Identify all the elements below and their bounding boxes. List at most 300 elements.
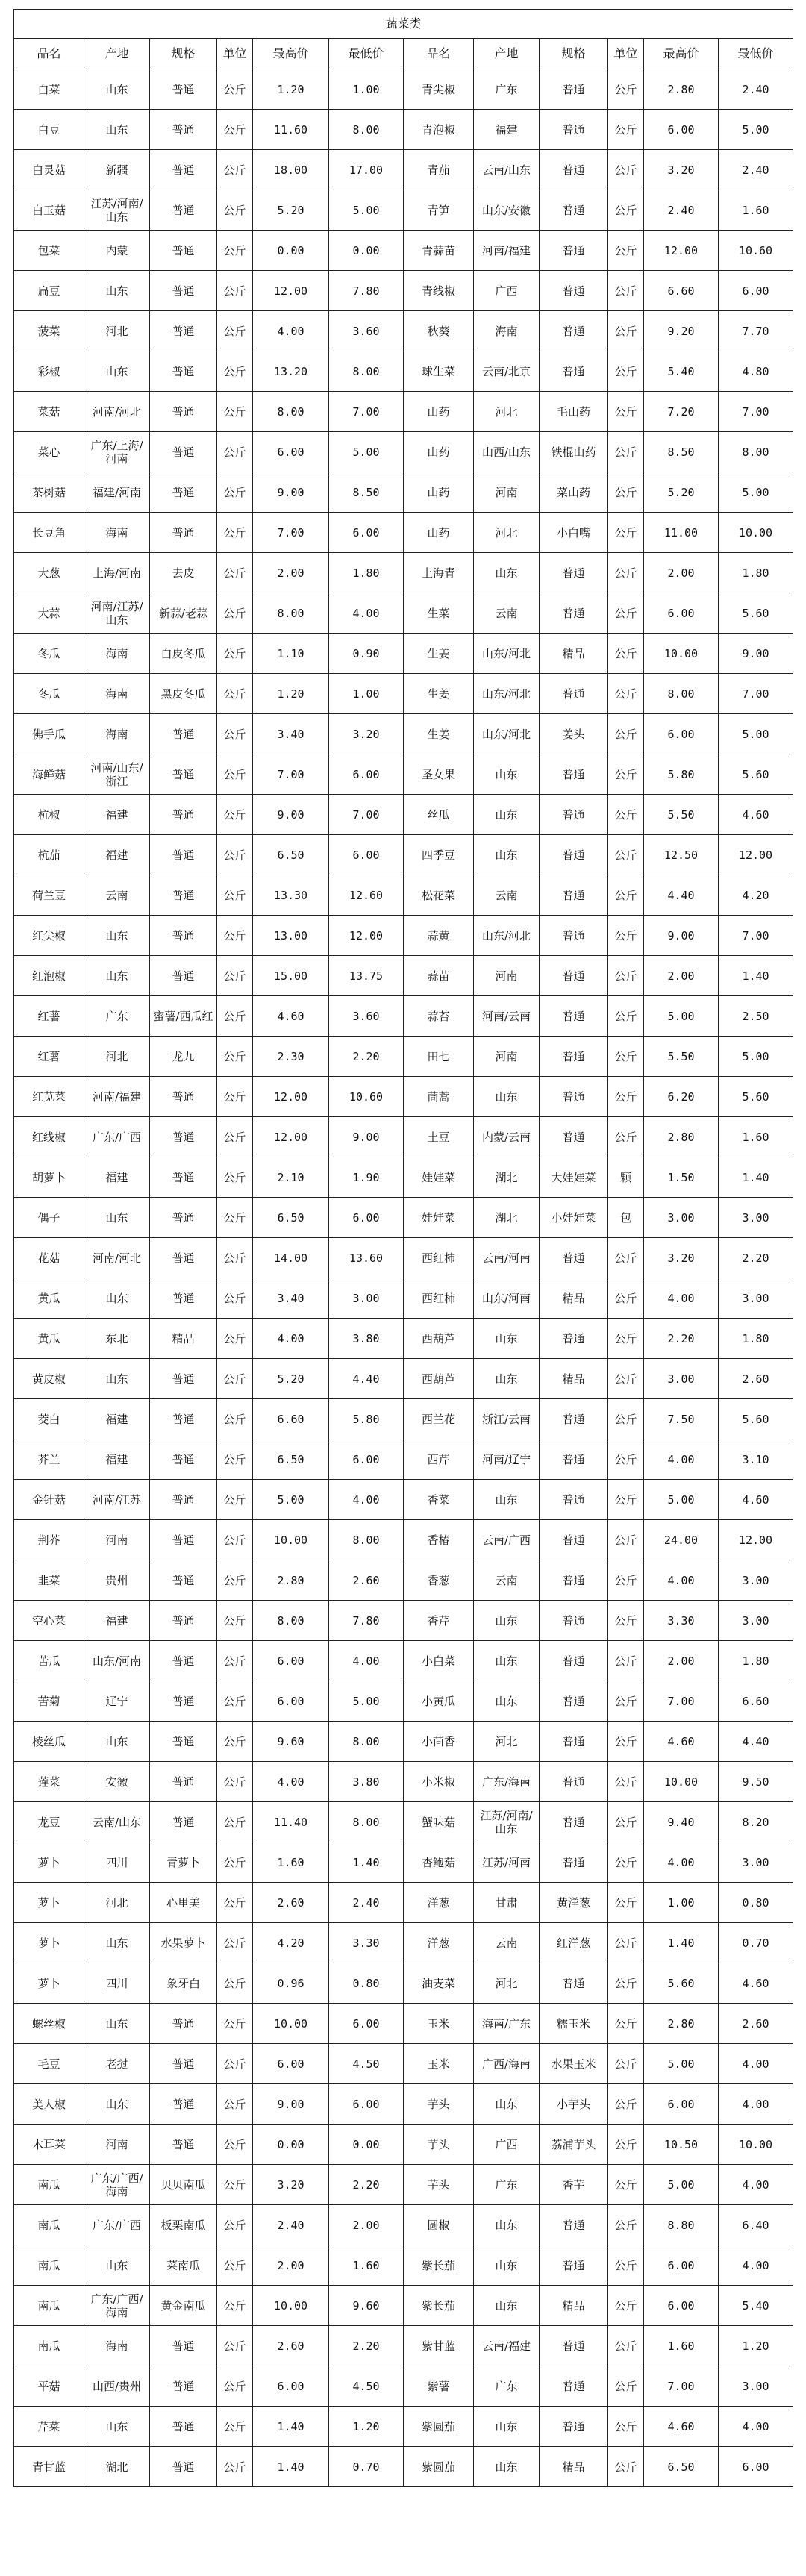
table-row <box>14 1520 793 1560</box>
cell-max-price: 14.00 <box>253 1238 329 1278</box>
cell-spec: 精品 <box>540 1278 608 1319</box>
cell-unit: 公斤 <box>608 1238 644 1278</box>
table-row <box>14 1762 793 1802</box>
cell-unit: 公斤 <box>608 956 644 996</box>
cell-max-price: 6.50 <box>644 2447 719 2487</box>
cell-spec: 普通 <box>540 2326 608 2366</box>
cell-spec: 普通 <box>540 916 608 956</box>
cell-spec: 普通 <box>540 795 608 835</box>
cell-origin: 云南 <box>474 593 540 634</box>
cell-unit: 公斤 <box>217 1601 253 1641</box>
table-row <box>14 795 793 835</box>
cell-name: 菠菜 <box>14 311 84 351</box>
price-table-container <box>13 9 793 2487</box>
cell-name: 上海青 <box>404 553 474 593</box>
cell-unit: 公斤 <box>608 1762 644 1802</box>
cell-origin: 广东 <box>474 2165 540 2205</box>
cell-unit: 公斤 <box>217 1883 253 1923</box>
cell-name: 娃娃菜 <box>404 1198 474 1238</box>
cell-max-price: 5.20 <box>644 472 719 513</box>
table-row <box>14 2044 793 2084</box>
cell-spec: 普通 <box>150 2407 217 2447</box>
cell-origin: 山东/河北 <box>474 916 540 956</box>
cell-origin: 山东 <box>84 69 150 110</box>
cell-spec: 铁棍山药 <box>540 432 608 472</box>
cell-unit: 公斤 <box>608 351 644 392</box>
cell-origin: 云南/山东 <box>84 1802 150 1842</box>
cell-min-price: 1.80 <box>329 553 404 593</box>
cell-max-price: 12.00 <box>253 1117 329 1157</box>
cell-origin: 山东 <box>474 1681 540 1722</box>
cell-unit: 公斤 <box>217 1842 253 1883</box>
cell-name: 杭椒 <box>14 795 84 835</box>
cell-origin: 福建 <box>84 1439 150 1480</box>
cell-unit: 公斤 <box>608 1480 644 1520</box>
cell-name: 南瓜 <box>14 2205 84 2245</box>
cell-unit: 公斤 <box>217 795 253 835</box>
cell-unit: 公斤 <box>608 593 644 634</box>
cell-unit: 公斤 <box>608 1399 644 1439</box>
table-row <box>14 714 793 754</box>
cell-unit: 公斤 <box>217 513 253 553</box>
cell-spec: 普通 <box>150 1117 217 1157</box>
cell-origin: 山东 <box>474 553 540 593</box>
cell-min-price: 1.80 <box>719 1641 793 1681</box>
cell-min-price: 6.00 <box>329 1198 404 1238</box>
cell-origin: 山东 <box>474 1319 540 1359</box>
cell-unit: 公斤 <box>217 311 253 351</box>
cell-max-price: 2.10 <box>253 1157 329 1198</box>
cell-spec: 精品 <box>540 634 608 674</box>
cell-name: 空心菜 <box>14 1601 84 1641</box>
cell-origin: 湖北 <box>474 1198 540 1238</box>
cell-name: 木耳菜 <box>14 2125 84 2165</box>
cell-unit: 公斤 <box>217 1439 253 1480</box>
cell-unit: 公斤 <box>608 110 644 150</box>
cell-unit: 公斤 <box>217 634 253 674</box>
cell-min-price: 2.60 <box>719 2004 793 2044</box>
cell-name: 山药 <box>404 513 474 553</box>
cell-min-price: 0.80 <box>719 1883 793 1923</box>
cell-spec: 普通 <box>540 1520 608 1560</box>
cell-min-price: 3.30 <box>329 1923 404 1963</box>
cell-min-price: 8.00 <box>329 1802 404 1842</box>
cell-spec: 普通 <box>150 1359 217 1399</box>
cell-unit: 公斤 <box>217 1238 253 1278</box>
cell-max-price: 7.00 <box>644 2366 719 2407</box>
cell-name: 黄皮椒 <box>14 1359 84 1399</box>
cell-unit: 公斤 <box>608 1037 644 1077</box>
cell-origin: 广东/海南 <box>474 1762 540 1802</box>
cell-min-price: 2.40 <box>719 69 793 110</box>
cell-origin: 山东 <box>474 1641 540 1681</box>
table-row <box>14 1923 793 1963</box>
cell-max-price: 4.00 <box>253 1319 329 1359</box>
cell-min-price: 7.00 <box>329 795 404 835</box>
cell-max-price: 9.00 <box>644 916 719 956</box>
cell-min-price: 3.00 <box>719 1560 793 1601</box>
cell-name: 山药 <box>404 432 474 472</box>
cell-unit: 公斤 <box>217 1077 253 1117</box>
cell-name: 大葱 <box>14 553 84 593</box>
cell-max-price: 5.20 <box>253 1359 329 1399</box>
cell-min-price: 1.00 <box>329 69 404 110</box>
table-row <box>14 956 793 996</box>
cell-unit: 公斤 <box>217 916 253 956</box>
cell-name: 紫甘蓝 <box>404 2326 474 2366</box>
cell-origin: 山东 <box>84 110 150 150</box>
cell-origin: 福建 <box>474 110 540 150</box>
cell-min-price: 4.00 <box>719 2245 793 2286</box>
cell-unit: 公斤 <box>608 392 644 432</box>
cell-unit: 公斤 <box>217 1762 253 1802</box>
cell-spec: 普通 <box>540 351 608 392</box>
cell-name: 球生菜 <box>404 351 474 392</box>
cell-name: 茭白 <box>14 1399 84 1439</box>
table-row <box>14 2447 793 2487</box>
cell-spec: 象牙白 <box>150 1963 217 2004</box>
cell-spec: 板栗南瓜 <box>150 2205 217 2245</box>
cell-name: 花菇 <box>14 1238 84 1278</box>
cell-spec: 普通 <box>150 351 217 392</box>
table-row <box>14 150 793 190</box>
cell-spec: 水果玉米 <box>540 2044 608 2084</box>
cell-spec: 贝贝南瓜 <box>150 2165 217 2205</box>
cell-max-price: 4.60 <box>644 2407 719 2447</box>
cell-name: 芹菜 <box>14 2407 84 2447</box>
cell-unit: 公斤 <box>217 1157 253 1198</box>
table-row <box>14 1560 793 1601</box>
cell-max-price: 13.30 <box>253 875 329 916</box>
cell-max-price: 5.50 <box>644 1037 719 1077</box>
table-row <box>14 1198 793 1238</box>
cell-spec: 普通 <box>540 1722 608 1762</box>
cell-min-price: 4.60 <box>719 1480 793 1520</box>
cell-unit: 公斤 <box>217 956 253 996</box>
cell-min-price: 9.60 <box>329 2286 404 2326</box>
header-row <box>14 39 793 69</box>
cell-spec: 大娃娃菜 <box>540 1157 608 1198</box>
cell-name: 南瓜 <box>14 2245 84 2286</box>
cell-max-price: 4.00 <box>644 1439 719 1480</box>
cell-name: 偶子 <box>14 1198 84 1238</box>
table-row <box>14 1641 793 1681</box>
cell-max-price: 5.00 <box>253 1480 329 1520</box>
cell-min-price: 10.60 <box>719 231 793 271</box>
table-title: 蔬菜类 <box>14 10 793 39</box>
table-row <box>14 513 793 553</box>
cell-unit: 公斤 <box>217 271 253 311</box>
cell-name: 紫圆茄 <box>404 2407 474 2447</box>
cell-min-price: 12.60 <box>329 875 404 916</box>
cell-max-price: 5.50 <box>644 795 719 835</box>
cell-name: 芋头 <box>404 2125 474 2165</box>
cell-unit: 公斤 <box>217 1319 253 1359</box>
cell-origin: 福建/河南 <box>84 472 150 513</box>
cell-max-price: 10.00 <box>253 1520 329 1560</box>
cell-spec: 普通 <box>150 1077 217 1117</box>
cell-name: 冬瓜 <box>14 634 84 674</box>
cell-name: 小茴香 <box>404 1722 474 1762</box>
cell-min-price: 6.00 <box>329 513 404 553</box>
table-row <box>14 432 793 472</box>
cell-origin: 贵州 <box>84 1560 150 1601</box>
cell-spec: 水果萝卜 <box>150 1923 217 1963</box>
cell-spec: 普通 <box>540 1319 608 1359</box>
cell-min-price: 4.00 <box>719 2407 793 2447</box>
cell-max-price: 3.20 <box>644 150 719 190</box>
cell-spec: 普通 <box>150 2084 217 2125</box>
cell-origin: 海南/广东 <box>474 2004 540 2044</box>
table-row <box>14 1722 793 1762</box>
column-header: 最低价 <box>329 39 404 69</box>
cell-max-price: 12.50 <box>644 835 719 875</box>
cell-min-price: 8.00 <box>329 351 404 392</box>
cell-spec: 荔浦芋头 <box>540 2125 608 2165</box>
cell-name: 洋葱 <box>404 1923 474 1963</box>
cell-min-price: 3.60 <box>329 311 404 351</box>
column-header: 单位 <box>217 39 253 69</box>
cell-name: 蒜苗 <box>404 956 474 996</box>
cell-origin: 山东 <box>84 916 150 956</box>
cell-name: 山药 <box>404 472 474 513</box>
cell-min-price: 8.00 <box>329 110 404 150</box>
cell-unit: 公斤 <box>217 2366 253 2407</box>
cell-min-price: 3.60 <box>329 996 404 1037</box>
cell-origin: 海南 <box>84 513 150 553</box>
cell-unit: 公斤 <box>217 2205 253 2245</box>
cell-max-price: 6.00 <box>644 593 719 634</box>
cell-origin: 河北 <box>84 1883 150 1923</box>
column-header: 最低价 <box>719 39 793 69</box>
cell-max-price: 1.10 <box>253 634 329 674</box>
cell-name: 荷兰豆 <box>14 875 84 916</box>
cell-spec: 普通 <box>150 1560 217 1601</box>
cell-name: 圆椒 <box>404 2205 474 2245</box>
cell-unit: 公斤 <box>608 2044 644 2084</box>
cell-min-price: 3.80 <box>329 1319 404 1359</box>
cell-min-price: 4.00 <box>719 2044 793 2084</box>
cell-origin: 江苏/河南 <box>474 1842 540 1883</box>
cell-origin: 云南 <box>474 1560 540 1601</box>
cell-max-price: 0.00 <box>253 2125 329 2165</box>
cell-spec: 普通 <box>150 190 217 231</box>
cell-spec: 精品 <box>540 1359 608 1399</box>
cell-min-price: 1.40 <box>719 1157 793 1198</box>
cell-unit: 公斤 <box>608 1560 644 1601</box>
cell-spec: 普通 <box>150 875 217 916</box>
cell-name: 紫长茄 <box>404 2286 474 2326</box>
cell-max-price: 6.00 <box>644 2245 719 2286</box>
cell-min-price: 6.00 <box>719 2447 793 2487</box>
cell-min-price: 0.70 <box>719 1923 793 1963</box>
cell-name: 包菜 <box>14 231 84 271</box>
cell-spec: 普通 <box>540 1439 608 1480</box>
cell-unit: 公斤 <box>608 1117 644 1157</box>
cell-min-price: 4.40 <box>719 1722 793 1762</box>
cell-spec: 普通 <box>540 835 608 875</box>
cell-min-price: 4.50 <box>329 2366 404 2407</box>
cell-origin: 河南/河北 <box>84 1238 150 1278</box>
cell-max-price: 13.00 <box>253 916 329 956</box>
cell-spec: 普通 <box>150 835 217 875</box>
cell-unit: 公斤 <box>217 1278 253 1319</box>
cell-origin: 海南 <box>84 2326 150 2366</box>
cell-spec: 普通 <box>150 2326 217 2366</box>
table-row <box>14 190 793 231</box>
cell-min-price: 5.00 <box>719 110 793 150</box>
cell-spec: 菜山药 <box>540 472 608 513</box>
cell-unit: 公斤 <box>608 2165 644 2205</box>
cell-unit: 公斤 <box>608 2407 644 2447</box>
cell-min-price: 6.00 <box>329 835 404 875</box>
cell-min-price: 9.50 <box>719 1762 793 1802</box>
cell-name: 长豆角 <box>14 513 84 553</box>
cell-max-price: 2.30 <box>253 1037 329 1077</box>
table-row <box>14 1883 793 1923</box>
cell-min-price: 9.00 <box>719 634 793 674</box>
cell-min-price: 2.60 <box>719 1359 793 1399</box>
cell-name: 白灵菇 <box>14 150 84 190</box>
cell-spec: 普通 <box>540 2205 608 2245</box>
cell-max-price: 4.20 <box>253 1923 329 1963</box>
cell-origin: 河北 <box>474 1722 540 1762</box>
cell-max-price: 6.00 <box>644 2286 719 2326</box>
cell-max-price: 9.00 <box>253 472 329 513</box>
cell-unit: 公斤 <box>608 553 644 593</box>
cell-unit: 公斤 <box>608 754 644 795</box>
cell-origin: 山东 <box>474 1359 540 1399</box>
cell-name: 红薯 <box>14 1037 84 1077</box>
table-row <box>14 1399 793 1439</box>
cell-spec: 普通 <box>150 432 217 472</box>
table-row <box>14 2366 793 2407</box>
cell-spec: 普通 <box>540 996 608 1037</box>
cell-max-price: 5.60 <box>644 1963 719 2004</box>
cell-spec: 龙九 <box>150 1037 217 1077</box>
cell-unit: 公斤 <box>217 2125 253 2165</box>
table-row <box>14 1278 793 1319</box>
column-header: 单位 <box>608 39 644 69</box>
cell-max-price: 5.40 <box>644 351 719 392</box>
table-row <box>14 634 793 674</box>
cell-min-price: 3.00 <box>719 1842 793 1883</box>
cell-spec: 普通 <box>150 1681 217 1722</box>
cell-min-price: 9.00 <box>329 1117 404 1157</box>
cell-name: 生姜 <box>404 674 474 714</box>
cell-name: 佛手瓜 <box>14 714 84 754</box>
cell-origin: 新疆 <box>84 150 150 190</box>
cell-origin: 上海/河南 <box>84 553 150 593</box>
cell-min-price: 5.00 <box>329 1681 404 1722</box>
cell-name: 萝卜 <box>14 1842 84 1883</box>
cell-max-price: 4.00 <box>644 1560 719 1601</box>
cell-origin: 山东 <box>84 271 150 311</box>
cell-unit: 公斤 <box>217 2286 253 2326</box>
cell-name: 红线椒 <box>14 1117 84 1157</box>
cell-min-price: 1.80 <box>719 553 793 593</box>
cell-min-price: 6.00 <box>329 1439 404 1480</box>
cell-unit: 公斤 <box>217 674 253 714</box>
cell-name: 南瓜 <box>14 2286 84 2326</box>
cell-name: 冬瓜 <box>14 674 84 714</box>
cell-origin: 山东 <box>474 1601 540 1641</box>
cell-origin: 河南/江苏/山东 <box>84 593 150 634</box>
cell-spec: 普通 <box>150 916 217 956</box>
cell-name: 苦瓜 <box>14 1641 84 1681</box>
cell-max-price: 3.20 <box>644 1238 719 1278</box>
cell-origin: 内蒙/云南 <box>474 1117 540 1157</box>
cell-max-price: 4.00 <box>644 1842 719 1883</box>
cell-max-price: 1.60 <box>253 1842 329 1883</box>
cell-unit: 公斤 <box>217 2004 253 2044</box>
cell-origin: 河北 <box>474 1963 540 2004</box>
cell-spec: 普通 <box>150 1157 217 1198</box>
cell-min-price: 4.60 <box>719 1963 793 2004</box>
cell-spec: 普通 <box>540 1963 608 2004</box>
cell-origin: 甘肃 <box>474 1883 540 1923</box>
cell-name: 荆芥 <box>14 1520 84 1560</box>
cell-max-price: 6.50 <box>253 835 329 875</box>
cell-origin: 山东 <box>84 2084 150 2125</box>
cell-origin: 山东/河北 <box>474 714 540 754</box>
cell-max-price: 24.00 <box>644 1520 719 1560</box>
table-row <box>14 916 793 956</box>
cell-unit: 公斤 <box>608 674 644 714</box>
cell-max-price: 5.80 <box>644 754 719 795</box>
cell-unit: 公斤 <box>217 1681 253 1722</box>
cell-min-price: 6.00 <box>329 2084 404 2125</box>
cell-unit: 公斤 <box>217 1480 253 1520</box>
cell-name: 西兰花 <box>404 1399 474 1439</box>
cell-origin: 河南/福建 <box>84 1077 150 1117</box>
cell-origin: 东北 <box>84 1319 150 1359</box>
cell-max-price: 1.40 <box>644 1923 719 1963</box>
cell-min-price: 17.00 <box>329 150 404 190</box>
cell-origin: 江苏/河南/山东 <box>84 190 150 231</box>
table-row <box>14 674 793 714</box>
cell-name: 杭茄 <box>14 835 84 875</box>
cell-max-price: 3.40 <box>253 714 329 754</box>
table-row <box>14 1439 793 1480</box>
cell-origin: 广西 <box>474 2125 540 2165</box>
cell-name: 蒜黄 <box>404 916 474 956</box>
cell-name: 西葫芦 <box>404 1319 474 1359</box>
cell-origin: 河南/山东/浙江 <box>84 754 150 795</box>
cell-unit: 公斤 <box>608 311 644 351</box>
cell-max-price: 8.50 <box>644 432 719 472</box>
cell-unit: 公斤 <box>217 996 253 1037</box>
cell-spec: 白皮冬瓜 <box>150 634 217 674</box>
cell-origin: 山东 <box>84 351 150 392</box>
cell-unit: 公斤 <box>608 1520 644 1560</box>
cell-min-price: 2.20 <box>329 2165 404 2205</box>
cell-name: 红薯 <box>14 996 84 1037</box>
cell-max-price: 9.60 <box>253 1722 329 1762</box>
cell-origin: 山东 <box>84 1359 150 1399</box>
cell-origin: 山东/河北 <box>474 674 540 714</box>
cell-name: 白菜 <box>14 69 84 110</box>
column-header: 品名 <box>14 39 84 69</box>
cell-min-price: 7.00 <box>719 916 793 956</box>
cell-min-price: 4.40 <box>329 1359 404 1399</box>
cell-spec: 普通 <box>150 1278 217 1319</box>
cell-name: 西芹 <box>404 1439 474 1480</box>
table-row <box>14 996 793 1037</box>
table-row <box>14 351 793 392</box>
cell-max-price: 2.00 <box>644 553 719 593</box>
cell-unit: 公斤 <box>217 754 253 795</box>
